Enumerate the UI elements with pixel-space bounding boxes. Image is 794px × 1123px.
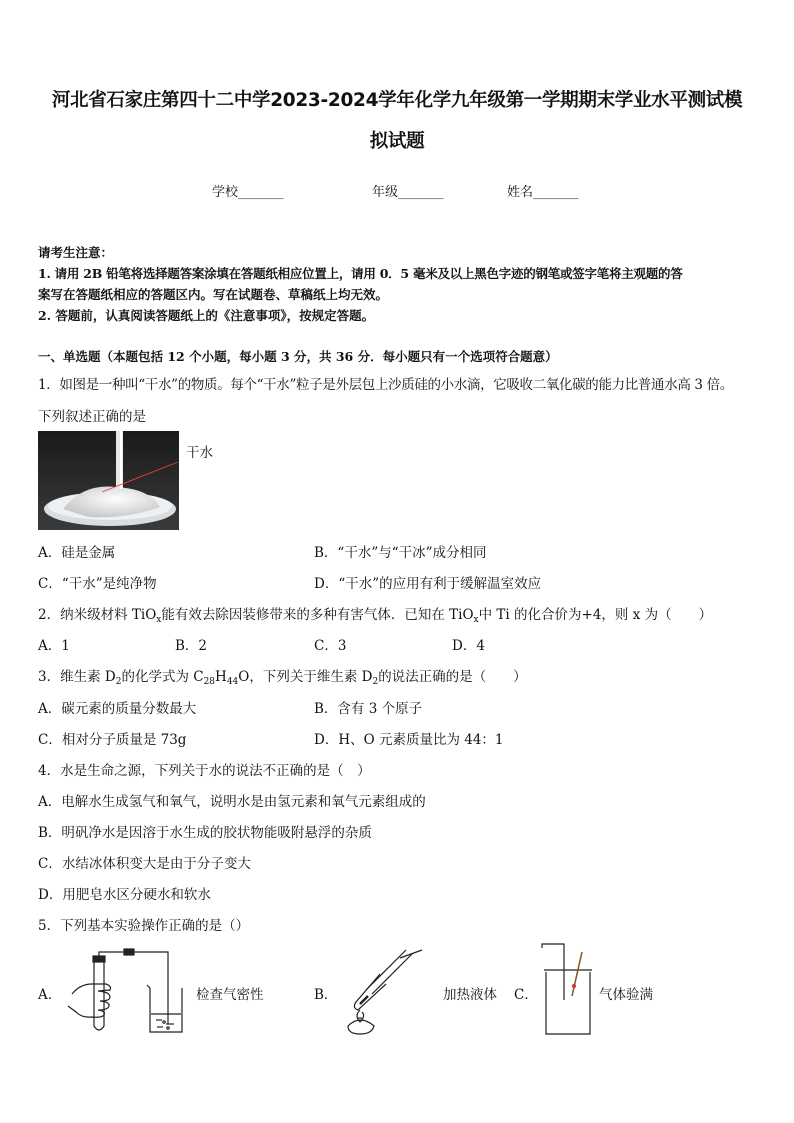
q4-option-a: A．电解水生成氢气和氧气，说明水是由氢元素和氧气元素组成的: [38, 794, 426, 810]
q2-option-a: A．1: [38, 638, 70, 654]
q3-option-b: B．含有 3 个原子: [314, 701, 423, 717]
q4-option-b: B．明矾净水是因溶于水生成的胶状物能吸附悬浮的杂质: [38, 825, 372, 841]
q1-option-c: C．“干水”是纯净物: [38, 576, 157, 592]
q4-option-d: D．用肥皂水区分硬水和软水: [38, 887, 211, 903]
grade-field: 年级_______: [372, 185, 444, 200]
q5-option-a-letter: A．: [38, 987, 62, 1003]
heating-liquid-diagram: [336, 944, 436, 1036]
q2-option-b: B．2: [175, 638, 208, 654]
notice-heading: 请考生注意：: [38, 245, 114, 260]
q5-option-b-label: 加热液体: [443, 987, 497, 1003]
notice-item-1a: 1. 请用 2B 铅笔将选择题答案涂填在答题纸相应位置上，请用 0．5 毫米及以上黑色字迹的钢笔或签字笔将主观题的答: [38, 266, 683, 281]
airtightness-check-diagram: [62, 944, 192, 1036]
q3-option-a: A．碳元素的质量分数最大: [38, 701, 197, 717]
q5-option-c-letter: C．: [514, 987, 538, 1003]
school-field: 学校_______: [212, 185, 284, 200]
q1-stem-a: 1．如图是一种叫“干水”的物质。每个“干水”粒子是外层包上沙质硅的小水滴，它吸收二氧化碳的能力比普通水高 3 倍。: [38, 377, 733, 393]
q3-option-c: C．相对分子质量是 73g: [38, 732, 187, 748]
page-title-line1: 河北省石家庄第四十二中学2023-2024学年化学九年级第一学期期末学业水平测试模: [51, 90, 743, 111]
q4-stem: 4．水是生命之源，下列关于水的说法不正确的是（ ）: [38, 763, 371, 779]
q3-stem: 3．维生素 $D_2$的化学式为 $C_{28}H_{44}O$，下列关于维生素 $D_2$的说法正确的是（ ）: [38, 669, 527, 687]
q5-stem: 5．下列基本实验操作正确的是（）: [38, 918, 250, 934]
q2-option-c: C．3: [314, 638, 347, 654]
q3-option-d: D．H、O 元素质量比为 44：1: [314, 732, 504, 748]
dry-water-pointer-line: [90, 452, 190, 502]
q1-stem-b: 下列叙述正确的是: [38, 409, 146, 425]
notice-item-2: 2. 答题前，认真阅读答题纸上的《注意事项》，按规定答题。: [38, 308, 375, 323]
q1-option-b: B．“干水”与“干冰”成分相同: [314, 545, 487, 561]
q5-option-b-letter: B．: [314, 987, 338, 1003]
q1-option-d: D．“干水”的应用有利于缓解温室效应: [314, 576, 542, 592]
gas-full-check-diagram: [538, 940, 596, 1038]
q5-option-c-label: 气体验满: [599, 987, 653, 1003]
notice-item-1b: 案写在答题纸相应的答题区内。写在试题卷、草稿纸上均无效。: [38, 287, 389, 302]
name-field: 姓名_______: [507, 185, 579, 200]
q2-option-d: D．4: [452, 638, 485, 654]
section-heading: 一、单选题（本题包括 12 个小题，每小题 3 分，共 36 分．每小题只有一个选项符合题意）: [38, 349, 558, 364]
page-title-line2: 拟试题: [369, 131, 425, 152]
q5-option-a-label: 检查气密性: [196, 987, 264, 1003]
q4-option-c: C．水结冰体积变大是由于分子变大: [38, 856, 251, 872]
dry-water-label: 干水: [186, 445, 213, 461]
q1-option-a: A．硅是金属: [38, 545, 116, 561]
q2-stem: 2．纳米级材料 TiO$_x$能有效去除因装修带来的多种有害气体．已知在 TiO$_x$中 Ti 的化合价为+4，则 x 为（ ）: [38, 607, 713, 625]
